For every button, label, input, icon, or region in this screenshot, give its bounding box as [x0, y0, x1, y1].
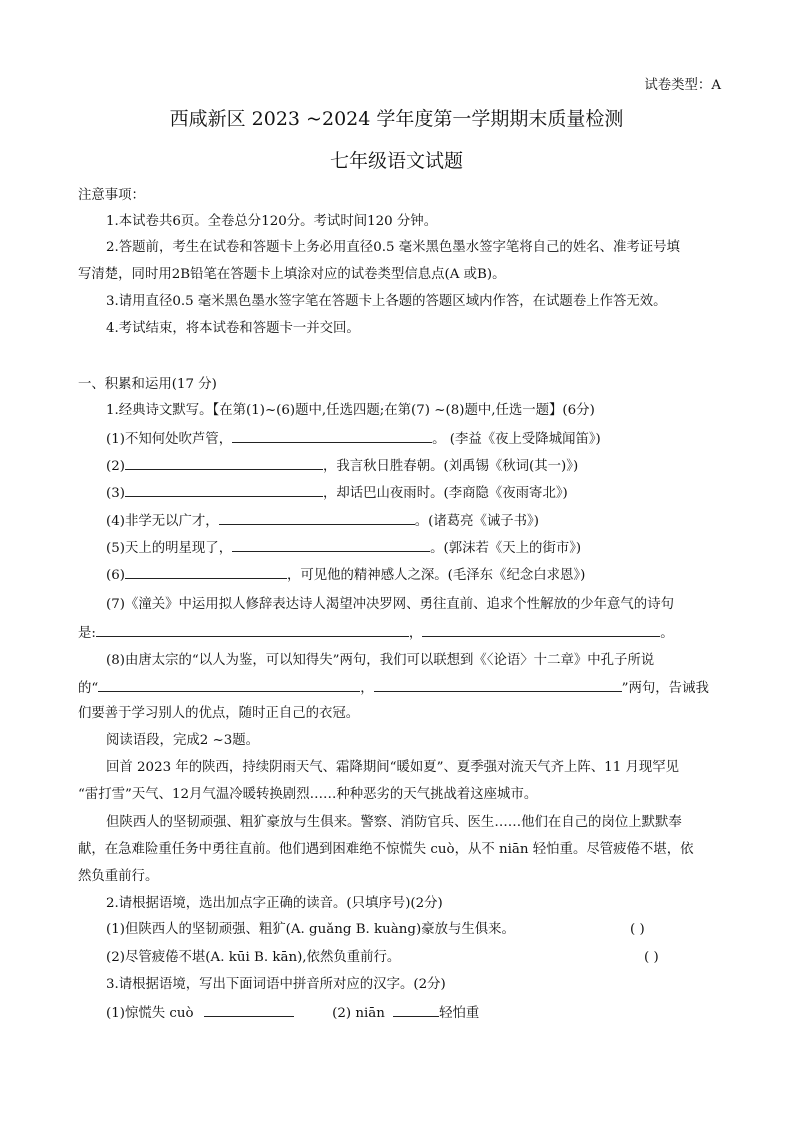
answer-blank[interactable] — [393, 1002, 439, 1017]
q1-item-7-end: 。 — [660, 626, 674, 641]
q1-item-1-prefix: (1)不知何处吹芦管， — [106, 432, 233, 447]
q1-item-5-prefix: (5)天上的明星现了， — [106, 541, 233, 556]
exam-title: 西咸新区 2023 ~2024 学年度第一学期期末质量检测 — [169, 108, 624, 130]
q1-item-4-source: 。(诸葛亮《诫子书》) — [414, 514, 539, 529]
q1-item-3-prefix: (3) — [106, 486, 125, 501]
answer-blank[interactable] — [96, 622, 409, 637]
q1-item-8-line1: (8)由唐太宗的“以人为鉴，可以知得失”两句，我们可以联想到《〈论语〉十二章》中孔子所说 — [106, 653, 655, 668]
q1-item-7-comma: ， — [408, 626, 423, 641]
answer-blank[interactable] — [219, 510, 415, 525]
answer-blank[interactable] — [98, 677, 360, 692]
q1-item-5-source: 。(郭沫若《天上的街市》) — [430, 541, 582, 556]
q1-item-7-line2 — [78, 622, 674, 644]
q1-item-6-prefix: (6) — [106, 568, 125, 583]
q1-item-2-prefix: (2) — [106, 459, 125, 474]
reading-p1-line2: “雷打雪”天气、12月气温冷暖转换剧烈……种种恶劣的天气挑战着这座城市。 — [78, 787, 538, 802]
q2-item-1-answer-box[interactable]: ( ) — [630, 922, 645, 937]
notice-item-3: 3.请用直径0.5 毫米黑色墨水签字笔在答题卡上各题的答题区域内作答，在试题卷上作答无效。 — [106, 294, 667, 309]
reading-p1-line1: 回首 2023 年的陕西，持续阴雨天气、霜降期间“暖如夏”、夏季强对流天气齐上阵、11 月现罕见 — [106, 760, 680, 775]
q3-items — [106, 1002, 479, 1024]
q1-item-3 — [106, 482, 568, 504]
answer-blank[interactable] — [374, 677, 622, 692]
q1-item-5 — [106, 537, 581, 559]
q2-item-1: (1)但陕西人的坚韧顽强、粗犷(A. guǎng B. kuàng)豪放与生俱来。 — [106, 922, 515, 937]
q1-item-8-line3: 们要善于学习别人的优点，随时正自己的衣冠。 — [78, 706, 360, 721]
q1-item-8-prefix: 的“ — [78, 681, 99, 696]
q1-item-7-prefix: 是: — [78, 626, 96, 641]
q1-item-8-suffix: ”两句，告诫我 — [621, 681, 709, 696]
notice-heading: 注意事项： — [78, 188, 145, 203]
notice-item-2: 2.答题前，考生在试卷和答题卡上务必用直径0.5 毫米黑色墨水签字笔将自己的姓名、准考证号填 — [106, 240, 680, 255]
notice-item-4: 4.考试结束，将本试卷和答题卡一并交回。 — [106, 321, 360, 336]
notice-item-1: 1.本试卷共6页。全卷总分120分。考试时间120 分钟。 — [106, 214, 438, 229]
section1-heading: 一、积累和运用(17 分) — [78, 377, 217, 392]
answer-blank[interactable] — [232, 537, 430, 552]
reading-p2-line3: 然负重前行。 — [78, 869, 159, 884]
answer-blank[interactable] — [422, 622, 660, 637]
q1-item-8-line2 — [78, 677, 709, 699]
reading-p2-line1: 但陕西人的坚韧顽强、粗犷豪放与生俱来。警察、消防官兵、医生……他们在自己的岗位上默默奉 — [106, 815, 682, 830]
q3-item-2-suffix: 轻怕重 — [439, 1006, 480, 1021]
q1-item-8-comma: ， — [360, 681, 374, 696]
reading-p2-line2: 献，在急难险重任务中勇往直前。他们遇到困难绝不惊慌失 cuò，从不 niān 轻怕重。尽管疲倦不堪，依 — [78, 842, 694, 857]
q1-item-4 — [106, 510, 539, 532]
q1-item-1-source: 。 (李益《夜上受降城闻笛》) — [432, 432, 601, 447]
q1-stem: 1.经典诗文默写。【在第(1)~(6)题中,任选四题;在第(7) ~(8)题中,任选一题】(6分) — [106, 403, 595, 418]
notice-item-2-cont: 写清楚，同时用2B铅笔在答题卡上填涂对应的试卷类型信息点(A 或B)。 — [78, 267, 506, 282]
paper-type-label: 试卷类型：A — [644, 78, 721, 93]
answer-blank[interactable] — [204, 1002, 294, 1017]
answer-blank[interactable] — [232, 428, 432, 443]
q1-item-2 — [106, 455, 578, 477]
q2-item-2-answer-box[interactable]: ( ) — [644, 950, 659, 965]
q2-stem: 2.请根据语境，选出加点字正确的读音。(只填序号)(2分) — [106, 896, 443, 911]
q3-item-1: (1)惊慌失 cuò — [106, 1006, 194, 1021]
exam-subtitle: 七年级语文试题 — [329, 150, 463, 172]
q1-item-3-source: ，却话巴山夜雨时。(李商隐《夜雨寄北》) — [322, 486, 568, 501]
answer-blank[interactable] — [125, 482, 323, 497]
q1-item-6-source: ，可见他的精神感人之深。(毛泽东《纪念白求恩》) — [286, 568, 586, 583]
q1-item-1 — [106, 428, 601, 450]
q3-stem: 3.请根据语境，写出下面词语中拼音所对应的汉字。(2分) — [106, 977, 446, 992]
reading-intro: 阅读语段，完成2 ~3题。 — [106, 733, 260, 748]
q1-item-6 — [106, 564, 585, 586]
q1-item-2-source: ，我言秋日胜春朝。(刘禹锡《秋词(其一)》) — [322, 459, 579, 474]
q3-item-2: (2) niān — [332, 1006, 385, 1021]
answer-blank[interactable] — [125, 564, 287, 579]
q1-item-4-prefix: (4)非学无以广才， — [106, 514, 219, 529]
q2-item-2: (2)尽管疲倦不堪(A. kūi B. kān),依然负重前行。 — [106, 950, 401, 965]
answer-blank[interactable] — [125, 455, 323, 470]
q1-item-7-line1: (7)《潼关》中运用拟人修辞表达诗人渴望冲决罗网、勇往直前、追求个性解放的少年意气的诗句 — [106, 597, 674, 612]
